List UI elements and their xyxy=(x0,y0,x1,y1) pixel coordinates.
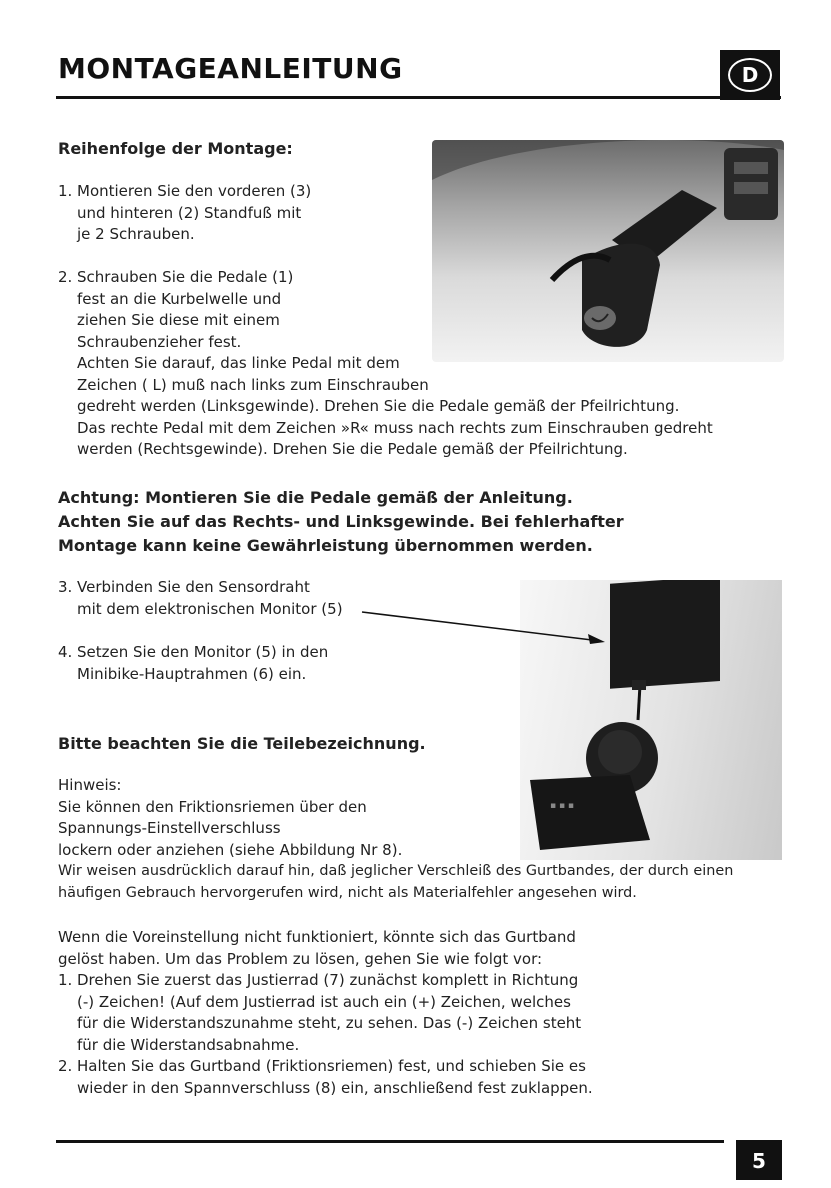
step-2-line: Das rechte Pedal mit dem Zeichen »R« muss nach rechts zum Einschrauben gedreht xyxy=(77,418,713,437)
note-line: lockern oder anziehen (siehe Abbildung Nr 8). xyxy=(58,840,403,859)
step-number: 1. xyxy=(58,971,73,989)
fix-step-1-line: für die Widerstandszunahme steht, zu sehen. Das (-) Zeichen steht xyxy=(77,1014,582,1032)
step-4 xyxy=(58,642,368,685)
language-badge xyxy=(720,50,780,100)
page-title: MONTAGEANLEITUNG xyxy=(58,52,403,85)
fix-step-2-line: wieder in den Spannverschluss (8) ein, anschließend fest zuklappen. xyxy=(77,1078,593,1097)
fix-step-2 xyxy=(58,1056,758,1099)
note-line: Wir weisen ausdrücklich darauf hin, daß jeglicher Verschleiß des Gurtbandes, der durch einen xyxy=(58,863,734,879)
step-number: 2. xyxy=(58,1057,73,1075)
fix-step-1 xyxy=(58,970,758,1056)
header-rule xyxy=(56,96,781,99)
step-1 xyxy=(58,181,438,246)
note-line: Spannungs-Einstellverschluss xyxy=(58,819,281,837)
step-2-line: ziehen Sie diese mit einem xyxy=(77,311,280,329)
warning-block xyxy=(58,486,624,558)
step-2-line: fest an die Kurbelwelle und xyxy=(77,289,282,308)
step-2-line: Schrauben Sie die Pedale (1) xyxy=(77,268,294,286)
step-3-line: mit dem elektronischen Monitor (5) xyxy=(77,599,343,618)
footer-rule xyxy=(56,1140,724,1143)
note-line: Sie können den Friktionsriemen über den xyxy=(58,797,367,816)
intro-line: Wenn die Voreinstellung nicht funktioniert, könnte sich das Gurtband xyxy=(58,928,576,946)
fix-step-1-line: für die Widerstandsabnahme. xyxy=(77,1035,300,1054)
step-1-line: und hinteren (2) Standfuß mit xyxy=(77,203,302,222)
parts-heading: Bitte beachten Sie die Teilebezeichnung. xyxy=(58,734,426,753)
fix-step-1-line: Drehen Sie zuerst das Justierrad (7) zunächst komplett in Richtung xyxy=(77,971,579,989)
step-number: 1. xyxy=(58,182,73,200)
step-2-line: Achten Sie darauf, das linke Pedal mit dem xyxy=(77,354,400,372)
intro-line: gelöst haben. Um das Problem zu lösen, gehen Sie wie folgt vor: xyxy=(58,949,543,968)
warning-line: Montage kann keine Gewährleistung übernommen werden. xyxy=(58,536,593,555)
step-number: 3. xyxy=(58,578,73,596)
step-number: 4. xyxy=(58,643,73,661)
fix-step-2-line: Halten Sie das Gurtband (Friktionsriemen) fest, und schieben Sie es xyxy=(77,1057,586,1075)
language-badge-label: D xyxy=(728,58,772,92)
svg-text:▪ ▪ ▪: ▪ ▪ ▪ xyxy=(550,801,575,811)
step-3-line: Verbinden Sie den Sensordraht xyxy=(77,578,310,596)
step-4-line: Setzen Sie den Monitor (5) in den xyxy=(77,643,329,661)
step-4-line: Minibike-Hauptrahmen (6) ein. xyxy=(77,664,307,683)
warning-line: Achtung: Montieren Sie die Pedale gemäß der Anleitung. xyxy=(58,488,573,507)
step-number: 2. xyxy=(58,268,73,286)
note-line: häufigen Gebrauch hervorgerufen wird, nicht als Materialfehler angesehen wird. xyxy=(58,884,637,901)
step-1-line: je 2 Schrauben. xyxy=(77,225,195,243)
note-block xyxy=(58,775,783,904)
assembly-order-heading: Reihenfolge der Montage: xyxy=(58,139,293,158)
note-line: Hinweis: xyxy=(58,776,122,794)
step-1-line: Montieren Sie den vorderen (3) xyxy=(77,182,312,200)
step-2-line: Schraubenzieher fest. xyxy=(77,332,242,351)
page-number: 5 xyxy=(736,1140,782,1180)
warning-line: Achten Sie auf das Rechts- und Linksgewinde. Bei fehlerhafter xyxy=(58,512,624,531)
troubleshooting-intro xyxy=(58,927,758,970)
connector-arrow xyxy=(360,604,610,644)
step-2 xyxy=(58,267,778,461)
step-2-line: Zeichen ( L) muß nach links zum Einschrauben xyxy=(77,375,429,394)
step-2-line: werden (Rechtsgewinde). Drehen Sie die Pedale gemäß der Pfeilrichtung. xyxy=(77,440,628,458)
fix-step-1-line: (-) Zeichen! (Auf dem Justierrad ist auch ein (+) Zeichen, welches xyxy=(77,992,571,1011)
step-3 xyxy=(58,577,368,620)
step-2-line: gedreht werden (Linksgewinde). Drehen Sie die Pedale gemäß der Pfeilrichtung. xyxy=(77,397,680,415)
